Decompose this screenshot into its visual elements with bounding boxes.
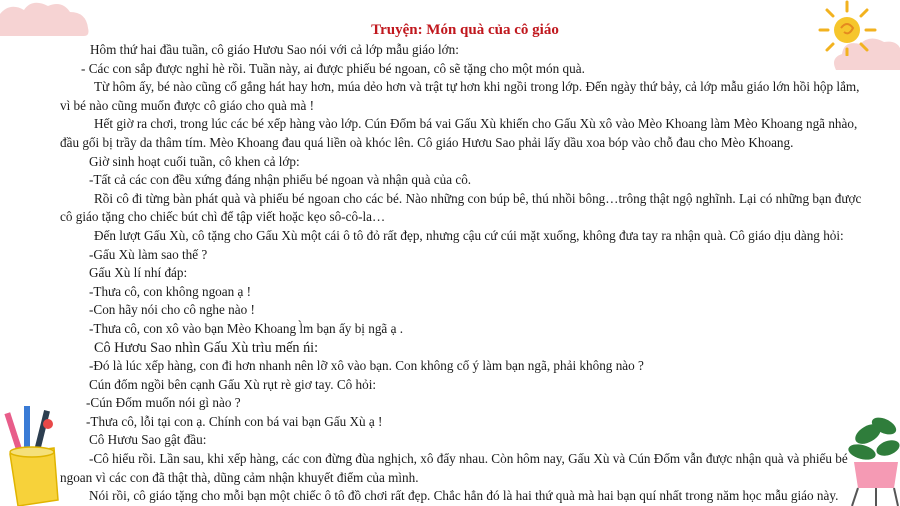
paragraph: -Con hãy nói cho cô nghe nào !: [89, 302, 255, 318]
paragraph: -Cún Đốm muốn nói gì nào ?: [86, 395, 241, 411]
paragraph: Từ hôm ấy, bé nào cũng cố gắng hát hay hơn, múa dẻo hơn và trật tự hơn khi ngồi trong lớp. Đến ngày thứ bảy, cả lớp mẫu giáo lớn hồi hộp lắm,: [94, 79, 860, 95]
paragraph: cô giáo tặng cho chiếc bút chì để tập viết hoặc kẹo sô-cô-la…: [60, 209, 386, 225]
paragraph: Cô Hươu Sao gật đầu:: [89, 432, 207, 448]
paragraph: -Thưa cô, lỗi tại con ạ. Chính con bá vai bạn Gấu Xù ạ !: [86, 413, 383, 429]
paragraph: Giờ sinh hoạt cuối tuần, cô khen cả lớp:: [89, 153, 300, 169]
paragraph: Rồi cô đi từng bàn phát quà và phiếu bé ngoan cho các bé. Nào những con búp bê, thú nhồi bông…trông thật ngộ nghĩnh. Lại có những bạn được: [94, 190, 862, 206]
paragraph: ngoan vì các con đã thật thà, dũng cảm nhận khuyết điểm của mình.: [60, 469, 419, 485]
paragraph: -Cô hiểu rồi. Lần sau, khi xếp hàng, các con đừng đùa nghịch, xô đẩy nhau. Còn hôm nay, Gấu Xù và Cún Đốm vẫn được nhận quà và phiếu bé: [89, 451, 848, 467]
paragraph: - Các con sắp được nghỉ hè rồi. Tuần này, ai được phiếu bé ngoan, cô sẽ tặng cho một món quà.: [81, 60, 585, 76]
paragraph: Đến lượt Gấu Xù, cô tặng cho Gấu Xù một cái ô tô đỏ rất đẹp, nhưng cậu cứ cúi mặt xuống, không đưa tay ra nhận quà. Cô giáo dịu dàng hỏi:: [94, 227, 844, 243]
story-title: Truyện: Món quà của cô giáo: [371, 22, 559, 38]
paragraph: vì bé nào cũng muốn được cô giáo cho quà mà !: [60, 97, 314, 113]
paragraph: Hết giờ ra chơi, trong lúc các bé xếp hàng vào lớp. Cún Đốm bá vai Gấu Xù khiến cho Gấu Xù xô vào Mèo Khoang làm Mèo Khoang ngã nhào,: [94, 116, 858, 132]
paragraph: -Thưa cô, con không ngoan ạ !: [89, 283, 252, 299]
paragraph: -Đó là lúc xếp hàng, con đi hơn nhanh nên lỡ xô vào bạn. Con không cố ý làm bạn ngã, phải không nào ?: [89, 358, 644, 374]
paragraph: Cún đốm ngồi bên cạnh Gấu Xù rụt rè giơ tay. Cô hỏi:: [89, 376, 377, 392]
paragraph: Hôm thứ hai đầu tuần, cô giáo Hươu Sao nói với cả lớp mẫu giáo lớn:: [90, 42, 459, 57]
story-document: [60, 20, 862, 506]
paragraph: Cô Hươu Sao nhìn Gấu Xù trìu mến ńi:: [94, 339, 319, 356]
paragraph: -Thưa cô, con xô vào bạn Mèo Khoang l̀m bạn ấy bị ngã ạ .: [89, 320, 404, 336]
pencil-cup-icon: [2, 404, 64, 506]
paragraph: -Tất cả các con đều xứng đáng nhận phiếu bé ngoan và nhận quà của cô.: [89, 172, 472, 188]
paragraph: -Gấu Xù làm sao thế ?: [89, 246, 208, 262]
paragraph: Gấu Xù lí nhí đáp:: [89, 265, 188, 281]
potted-plant-icon: [848, 412, 900, 506]
paragraph: Nói rồi, cô giáo tặng cho mỗi bạn một chiếc ô tô đồ chơi rất đẹp. Chắc hẳn đó là hai thứ quà mà hai bạn quí nhất trong năm học mẫu giáo này.: [89, 488, 839, 504]
paragraph: đầu gối bị trầy da thâm tím. Mèo Khoang đau quá liền oà khóc lên. Cô giáo Hươu Sao phải lấy dầu xoa bóp vào chỗ đau cho Mèo Khoang.: [60, 134, 794, 150]
